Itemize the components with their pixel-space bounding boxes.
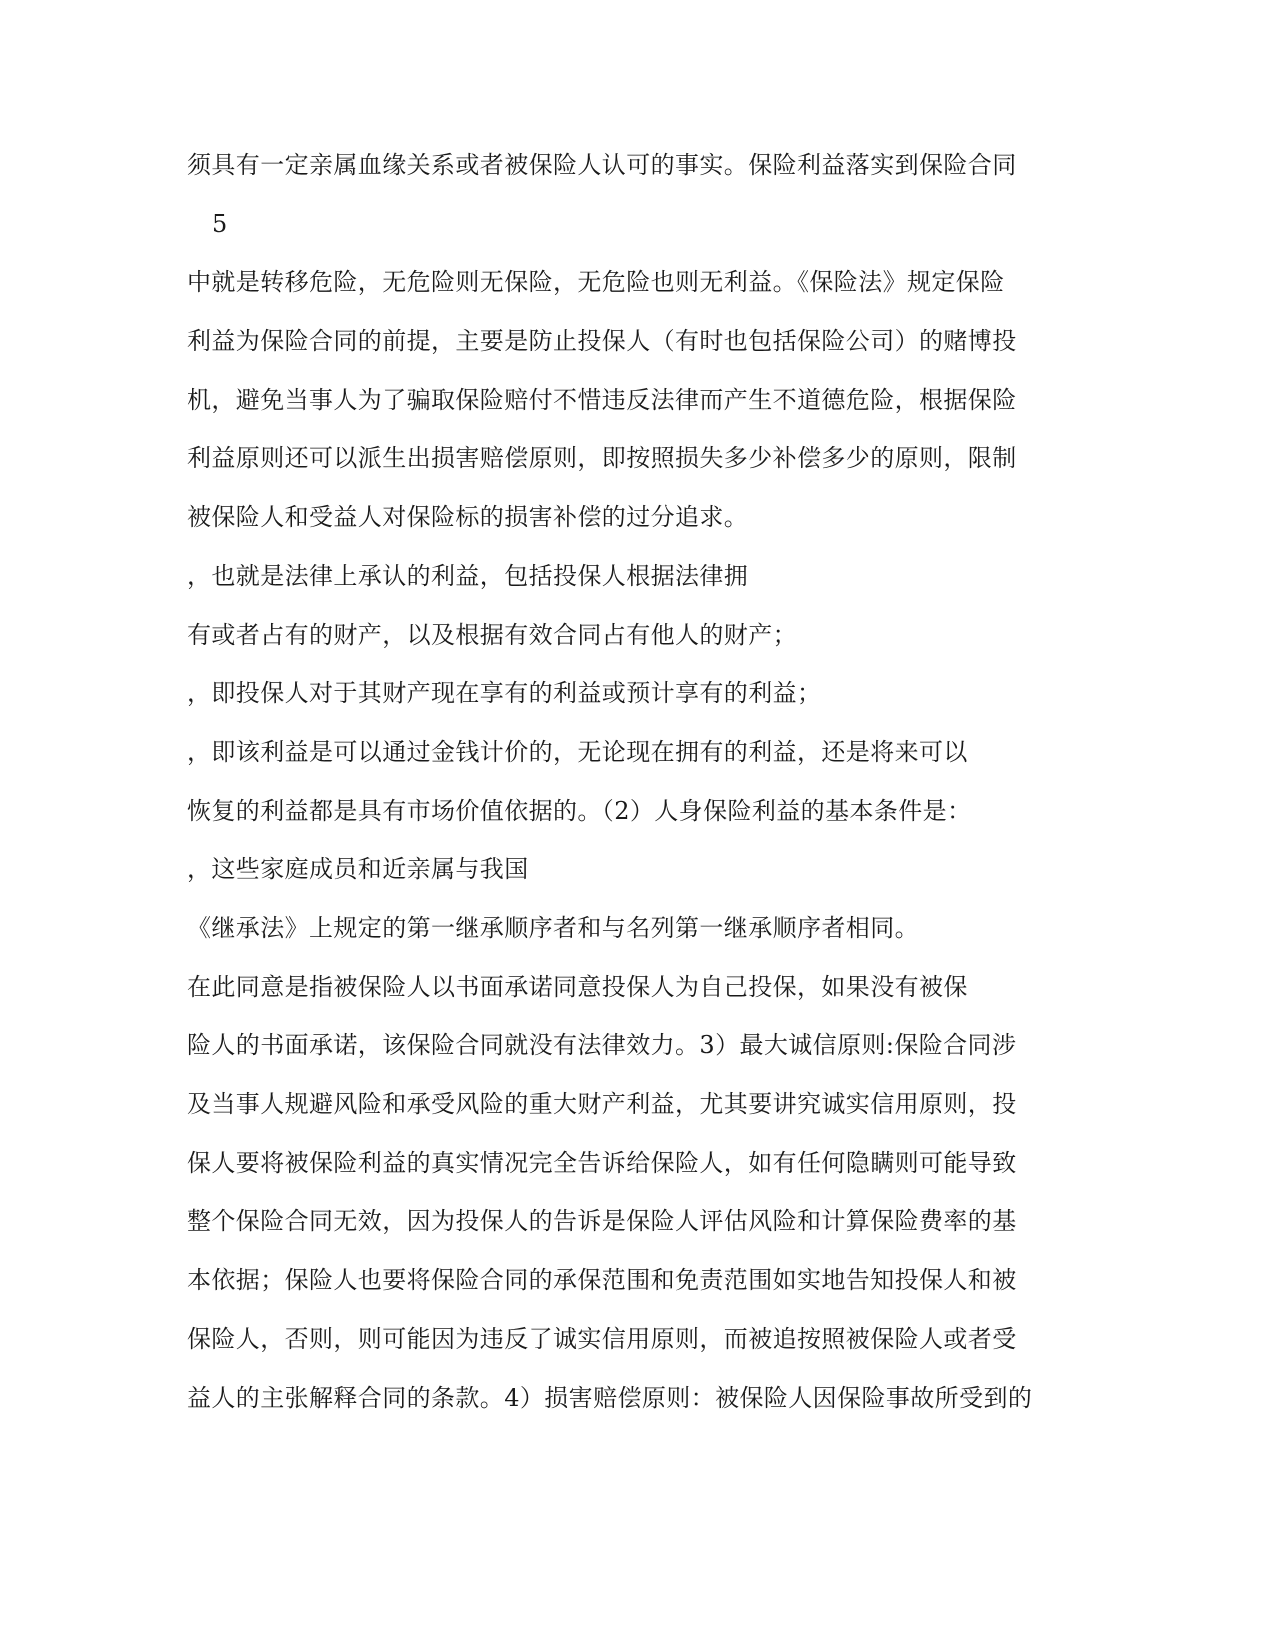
text-line: 被保险人和受益人对保险标的损害补偿的过分追求。 xyxy=(187,503,749,531)
text-line: 保人要将被保险利益的真实情况完全告诉给保险人，如有任何隐瞒则可能导致 xyxy=(187,1149,1017,1177)
text-line: 保险人，否则，则可能因为违反了诚实信用原则，而被追按照被保险人或者受 xyxy=(187,1325,1017,1353)
text-line: 益人的主张解释合同的条款。4）损害赔偿原则：被保险人因保险事故所受到的 xyxy=(187,1384,1033,1412)
text-line: 机，避免当事人为了骗取保险赔付不惜违反法律而产生不道德危险，根据保险 xyxy=(187,386,1017,414)
text-line: 《继承法》上规定的第一继承顺序者和与名列第一继承顺序者相同。 xyxy=(187,914,919,942)
text-line: 利益原则还可以派生出损害赔偿原则，即按照损失多少补偿多少的原则，限制 xyxy=(187,444,1017,472)
text-line: 本依据；保险人也要将保险合同的承保范围和免责范围如实地告知投保人和被 xyxy=(187,1266,1017,1294)
text-line: 须具有一定亲属血缘关系或者被保险人认可的事实。保险利益落实到保险合同 xyxy=(187,151,1017,179)
text-line: 整个保险合同无效，因为投保人的告诉是保险人评估风险和计算保险费率的基 xyxy=(187,1207,1017,1235)
text-line: ，即该利益是可以通过金钱计价的，无论现在拥有的利益，还是将来可以 xyxy=(187,738,968,766)
text-line: 恢复的利益都是具有市场价值依据的。（2）人身保险利益的基本条件是： xyxy=(187,797,972,825)
text-line: 险人的书面承诺，该保险合同就没有法律效力。3）最大诚信原则:保险合同涉 xyxy=(187,1031,1017,1059)
text-line: ，这些家庭成员和近亲属与我国 xyxy=(187,855,529,883)
text-line: 及当事人规避风险和承受风险的重大财产利益，尤其要讲究诚实信用原则，投 xyxy=(187,1090,1017,1118)
page-number: 5 xyxy=(212,210,228,238)
text-line: ，即投保人对于其财产现在享有的利益或预计享有的利益； xyxy=(187,679,822,707)
text-line: 有或者占有的财产，以及根据有效合同占有他人的财产； xyxy=(187,621,797,649)
text-line: 中就是转移危险，无危险则无保险，无危险也则无利益。《保险法》规定保险 xyxy=(187,268,1005,296)
text-line: 利益为保险合同的前提，主要是防止投保人（有时也包括保险公司）的赌博投 xyxy=(187,327,1017,355)
text-line: ，也就是法律上承认的利益，包括投保人根据法律拥 xyxy=(187,562,749,590)
text-line: 在此同意是指被保险人以书面承诺同意投保人为自己投保，如果没有被保 xyxy=(187,973,968,1001)
